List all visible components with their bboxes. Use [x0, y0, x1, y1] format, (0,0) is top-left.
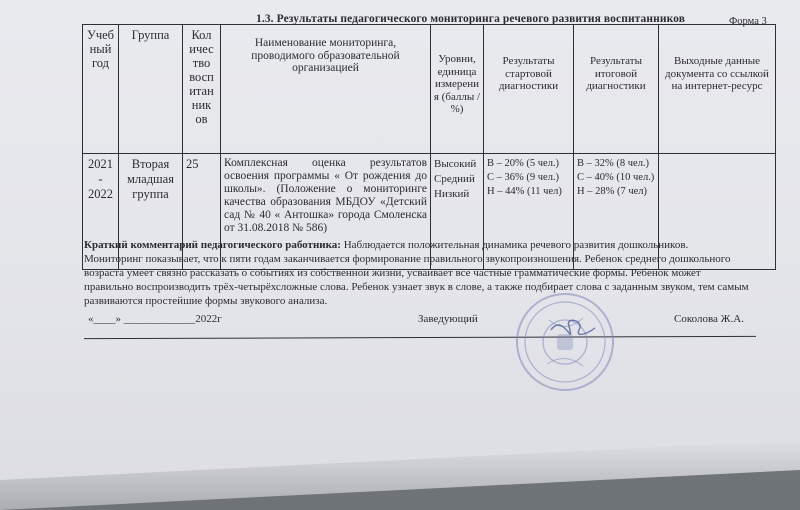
start-low: Н – 44% (11 чел) — [487, 186, 562, 197]
organization-stamp — [513, 290, 618, 395]
page-title: 1.3. Результаты педагогического мониторинга речевого развития воспитанников — [256, 13, 686, 25]
start-medium: С – 36% (9 чел.) — [487, 172, 560, 183]
cell-monitoring: Комплексная оценка результатов освоения программы « От рождения до школы». (Положение о мониторинге качества образования МБДОУ «Детский сад № 40 « Антошка» города Смоленска от 31.08.2018 № 586) — [221, 154, 431, 270]
col-header-group: Группа — [119, 25, 183, 154]
col-header-start: Результаты стартовой диагностики — [484, 25, 574, 154]
comment-text: Наблюдается положительная динамика речевого развития дошкольников. Мониторинг показывает, что к пяти годам заканчивается формирование правильного звукопроизношения. Ребенок среднего дошкольного возраста умеет связно рассказать о событиях из собственной жизни, усваивает все частные грамматические формы. Ребёнок может правильно воспроизводить трёх-четырёхсложные слова. Ребенок узнает звук в слове, а также подбирает слова с заданным звуком, тем самым развиваются простейшие формы звукового анализа. — [84, 239, 749, 307]
cell-count: 25 — [183, 154, 221, 270]
comment-label: Краткий комментарий педагогического работника: — [84, 239, 341, 251]
col-header-year: Учеб ный год — [83, 25, 119, 154]
level-medium: Средний — [434, 173, 475, 185]
final-high: В – 32% (8 чел.) — [577, 158, 650, 169]
signature-date: «____» _____________2022г — [88, 313, 222, 325]
cell-year: 2021 - 2022 — [83, 154, 119, 270]
cell-group: Вторая младшая группа — [119, 154, 183, 270]
col-header-count: Кол ичес тво восп итан ник ов — [183, 25, 221, 154]
col-header-final: Результаты итоговой диагностики — [574, 25, 659, 154]
level-high: Высокий — [434, 158, 477, 170]
col-header-levels: Уровни, единица измерени я (баллы / %) — [431, 25, 484, 154]
level-low: Низкий — [434, 188, 470, 200]
col-header-output: Выходные данные документа со ссылкой на интернет-ресурс — [659, 25, 776, 154]
final-low: Н – 28% (7 чел) — [577, 186, 648, 197]
col-header-monitoring: Наименование мониторинга, проводимого образовательной организацией — [221, 25, 431, 154]
head-label: Заведующий — [418, 313, 478, 325]
teacher-comment — [84, 238, 749, 308]
signer-name: Соколова Ж.А. — [674, 313, 744, 325]
form-label: Форма 3 — [729, 16, 767, 27]
signature-scribble — [551, 320, 595, 334]
table-header-row — [83, 25, 776, 154]
monitoring-table — [82, 24, 776, 270]
start-high: В – 20% (5 чел.) — [487, 158, 560, 169]
final-medium: С – 40% (10 чел.) — [577, 172, 655, 183]
